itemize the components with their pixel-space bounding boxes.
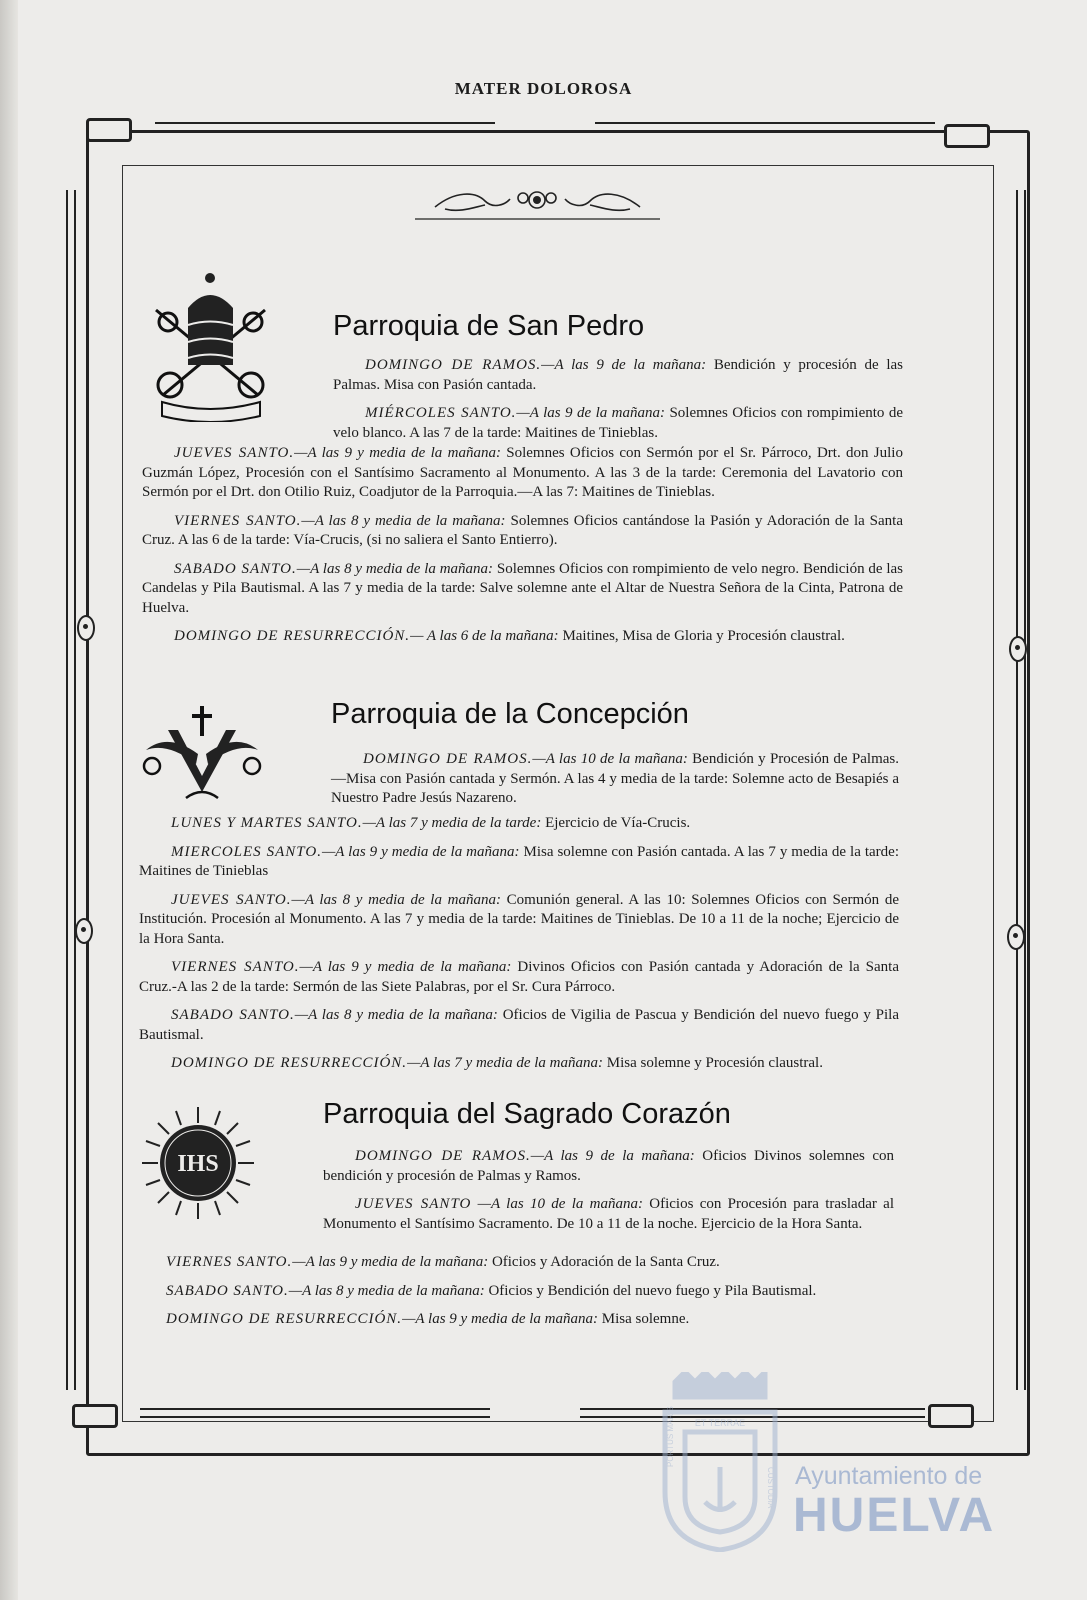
- right-border-post: [1016, 190, 1026, 1390]
- ayuntamiento-shield-watermark-icon: [655, 1372, 785, 1552]
- schedule-paragraph: SABADO SANTO.—A las 8 y media de la mañana: Oficios y Bendición del nuevo fuego y Pila Bautismal.: [166, 1282, 817, 1299]
- left-border-knob-bottom: [75, 918, 93, 944]
- bottom-right-corner-ornament: [928, 1404, 974, 1428]
- schedule-paragraph: DOMINGO DE RAMOS.—A las 9 de la mañana: Oficios Divinos solemnes con bendición y procesión de Palmas y Ramos.: [323, 1148, 894, 1184]
- schedule-paragraph: DOMINGO DE RAMOS.—A las 10 de la mañana: Bendición y Procesión de Palmas.—Misa con Pasión cantada y Sermón. A las 4 y media de la tarde: Solemne acto de Besapiés a Nuestro Padre Jesús Nazareno.: [331, 751, 899, 806]
- section-body: [142, 444, 903, 656]
- cross-monogram-icon: [138, 702, 266, 806]
- bottom-left-corner-ornament: [72, 1404, 118, 1428]
- schedule-paragraph: VIERNES SANTO.—A las 9 y media de la mañana: Oficios y Adoración de la Santa Cruz.: [166, 1254, 720, 1270]
- section-intro: [333, 356, 903, 452]
- top-right-border-bar: [595, 122, 935, 132]
- schedule-paragraph: DOMINGO DE RESURRECCIÓN.— A las 6 de la mañana: Maitines, Misa de Gloria y Procesión claustral.: [174, 628, 845, 644]
- section-title: Parroquia de la Concepción: [331, 698, 689, 730]
- schedule-paragraph: DOMINGO DE RESURRECCIÓN.—A las 9 y media de la mañana: Misa solemne.: [166, 1311, 690, 1327]
- section-title: Parroquia del Sagrado Corazón: [323, 1098, 731, 1130]
- section-intro: [331, 750, 899, 818]
- schedule-paragraph: MIÉRCOLES SANTO.—A las 9 de la mañana: Solemnes Oficios con rompimiento de velo blanco. A las 7 de la tarde: Maitines de Tinieblas.: [333, 405, 904, 441]
- schedule-paragraph: DOMINGO DE RAMOS.—A las 9 de la mañana: Bendición y procesión de las Palmas. Misa con Pasión cantada.: [333, 357, 903, 393]
- section-body: [134, 1253, 894, 1339]
- schedule-paragraph: JUEVES SANTO —A las 10 de la mañana: Oficios con Procesión para trasladar al Monumento el Santísimo Sacramento. De 10 a 11 de la noche. Ejercicio de la Hora Santa.: [323, 1196, 894, 1232]
- schedule-paragraph: SABADO SANTO.—A las 8 y media de la mañana: Oficios de Vigilia de Pascua y Bendición del nuevo fuego y Pila Bautismal.: [139, 1007, 899, 1043]
- top-left-corner-ornament: [86, 118, 132, 142]
- schedule-paragraph: VIERNES SANTO.—A las 9 y media de la mañana: Divinos Oficios con Pasión cantada y Adoración de la Santa Cruz.-A las 2 de la tarde: Sermón de las Siete Palabras, por el Sr. Cura Párroco.: [139, 959, 899, 995]
- schedule-paragraph: DOMINGO DE RESURRECCIÓN.—A las 7 y media de la mañana: Misa solemne y Procesión claustral.: [171, 1055, 823, 1071]
- left-border-knob-top: [77, 615, 95, 641]
- schedule-paragraph: JUEVES SANTO.—A las 8 y media de la mañana: Comunión general. A las 10: Solemnes Oficios con Sermón de Institución. Procesión al Monumento. A las 7 y media de la tarde: Maitines de Tinieblas. De 10 a 11 de la noche; Ejercicio de la Hora Santa.: [139, 891, 899, 947]
- scanned-page-edge: [0, 0, 18, 1600]
- watermark-line2: HUELVA: [793, 1489, 996, 1542]
- floral-vignette-icon: [415, 185, 660, 223]
- schedule-paragraph: SABADO SANTO.—A las 8 y media de la mañana: Solemnes Oficios con rompimiento de velo negro. Bendición de las Candelas y Pila Bautismal. A las 7 y media de la tarde: Salve solemne ante el Altar de Nuestra Señora de la Cinta, Patrona de Huelva.: [142, 560, 904, 616]
- top-right-corner-ornament: [944, 124, 990, 148]
- running-head: MATER DOLOROSA: [454, 79, 633, 98]
- watermark-line1: Ayuntamiento de: [795, 1462, 983, 1490]
- left-border-post: [66, 190, 76, 1390]
- schedule-paragraph: LUNES Y MARTES SANTO.—A las 7 y media de la tarde: Ejercicio de Vía-Crucis.: [171, 815, 691, 831]
- ihs-sunburst-icon: [140, 1105, 256, 1221]
- schedule-paragraph: JUEVES SANTO.—A las 9 y media de la mañana: Solemnes Oficios con Sermón por el Sr. Párroco, Drt. don Julio Guzmán López, Procesión con el Santísimo Sacramento al Monumento. A las 3 de la tarde: Ceremonia del Lavatorio con Sermón por el Drt. don Otilio Ruiz, Coadjutor de la Parroquia.—A las 7: Maitines de Tinieblas.: [142, 445, 903, 500]
- top-left-border-bar: [155, 122, 495, 132]
- section-body: [139, 814, 899, 1083]
- schedule-paragraph: VIERNES SANTO.—A las 8 y media de la mañana: Solemnes Oficios cantándose la Pasión y Adoración de la Santa Cruz. A las 6 de la tarde: Vía-Crucis, (si no saliera el Santo Entierro).: [142, 512, 904, 548]
- papal-tiara-keys-icon: [148, 270, 273, 422]
- bottom-left-border-bar: [140, 1408, 490, 1418]
- section-title: Parroquia de San Pedro: [333, 310, 645, 342]
- section-intro: [323, 1147, 894, 1243]
- svg-text:ET TERRAE: ET TERRAE: [694, 1418, 746, 1428]
- svg-text:CUSTODIA: CUSTODIA: [766, 1467, 775, 1509]
- svg-text:PORTUS MARIS: PORTUS MARIS: [666, 1406, 675, 1467]
- right-border-knob-top: [1009, 636, 1027, 662]
- ihs-monogram-text: IHS: [177, 1151, 219, 1177]
- schedule-paragraph: MIERCOLES SANTO.—A las 9 y media de la mañana: Misa solemne con Pasión cantada. A las 7 y media de la tarde: Maitines de Tinieblas: [139, 843, 899, 879]
- right-border-knob-bottom: [1007, 924, 1025, 950]
